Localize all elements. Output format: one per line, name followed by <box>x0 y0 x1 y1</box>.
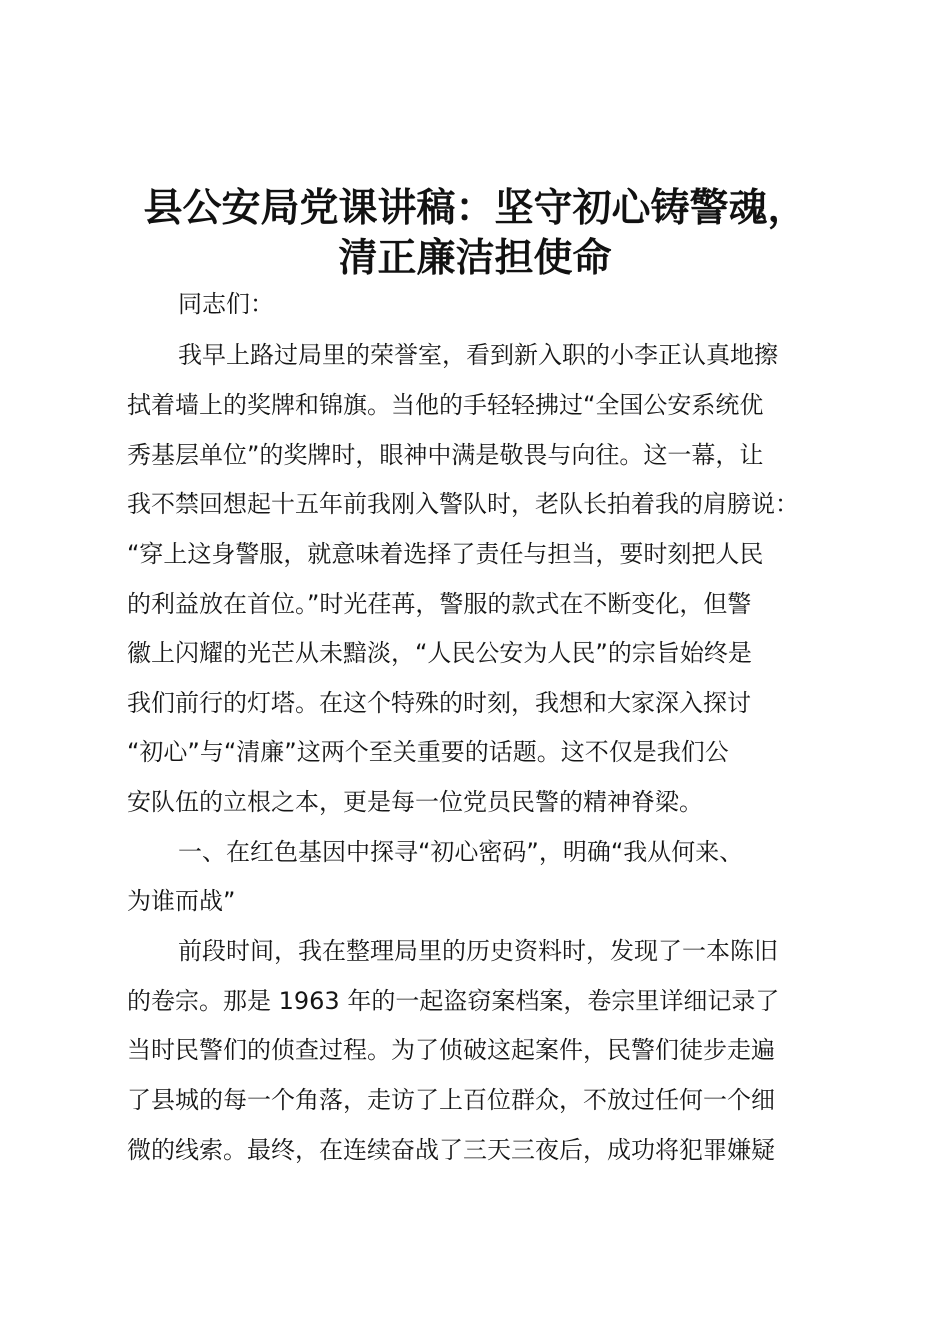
paragraph-line: “穿上这身警服，就意味着选择了责任与担当，要时刻把人民 <box>127 540 764 568</box>
paragraph-line: 我不禁回想起十五年前我刚入警队时，老队长拍着我的肩膀说： <box>127 490 799 518</box>
paragraph-line: 了县城的每一个角落，走访了上百位群众，不放过任何一个细 <box>127 1086 775 1114</box>
paragraph-line: 当时民警们的侦查过程。为了侦破这起案件，民警们徒步走遍 <box>127 1036 775 1064</box>
paragraph-line: 我们前行的灯塔。在这个特殊的时刻，我想和大家深入探讨 <box>127 689 751 717</box>
document-title-line-2: 清正廉洁担使命 <box>338 235 612 281</box>
salutation-line: 同志们： <box>178 290 274 318</box>
paragraph-line: 徽上闪耀的光芒从未黯淡，“人民公安为人民”的宗旨始终是 <box>127 639 752 667</box>
paragraph-line: 拭着墙上的奖牌和锦旗。当他的手轻轻拂过“全国公安系统优 <box>127 391 764 419</box>
paragraph-line: 前段时间，我在整理局里的历史资料时，发现了一本陈旧 <box>178 937 778 965</box>
paragraph-line: 的利益放在首位。”时光荏苒，警服的款式在不断变化，但警 <box>127 590 752 618</box>
section-heading-line: 一、在红色基因中探寻“初心密码”，明确“我从何来、 <box>178 838 744 866</box>
paragraph-line: “初心”与“清廉”这两个至关重要的话题。这不仅是我们公 <box>127 738 729 766</box>
section-heading-line: 为谁而战” <box>127 887 236 915</box>
paragraph-line: 安队伍的立根之本，更是每一位党员民警的精神脊梁。 <box>127 788 703 816</box>
paragraph-line: 的卷宗。那是 1963 年的一起盗窃案档案，卷宗里详细记录了 <box>127 987 780 1015</box>
paragraph-line: 秀基层单位”的奖牌时，眼神中满是敬畏与向往。这一幕，让 <box>127 441 764 469</box>
paragraph-line: 我早上路过局里的荣誉室，看到新入职的小李正认真地擦 <box>178 341 778 369</box>
paragraph-line: 微的线索。最终，在连续奋战了三天三夜后，成功将犯罪嫌疑 <box>127 1136 775 1164</box>
document-title-line-1: 县公安局党课讲稿：坚守初心铸警魂， <box>143 185 807 231</box>
